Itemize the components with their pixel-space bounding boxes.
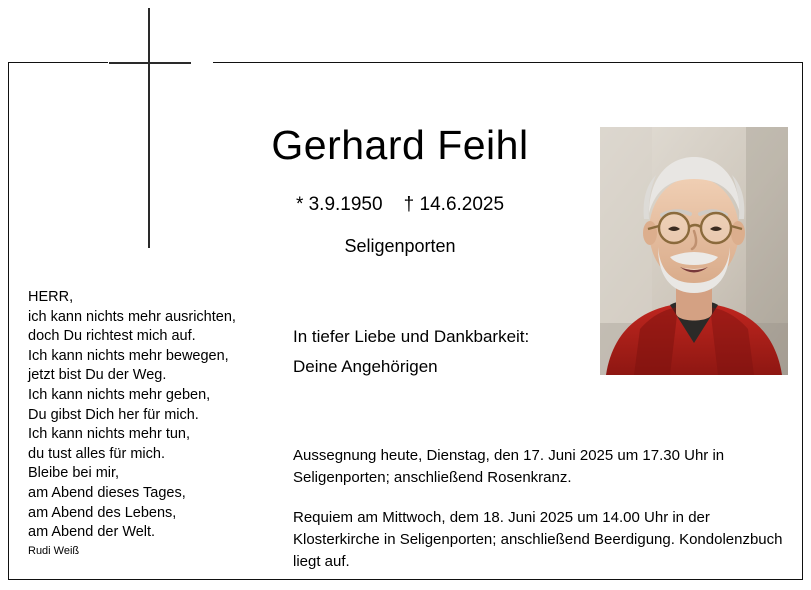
deceased-name: Gerhard Feihl xyxy=(271,122,529,168)
poem-line: am Abend dieses Tages, xyxy=(28,484,186,501)
poem-line: am Abend des Lebens, xyxy=(28,504,177,521)
frame-border-right xyxy=(802,62,803,580)
gratitude-line-2: Deine Angehörigen xyxy=(293,357,438,376)
cross-icon-vertical-bar xyxy=(148,8,150,248)
poem-line: Ich kann nichts mehr geben, xyxy=(28,386,211,403)
place-name: Seligenporten xyxy=(344,236,456,256)
poem-line: doch Du richtest mich auf. xyxy=(28,328,196,345)
poem-line: Bleibe bei mir, xyxy=(28,465,120,482)
birth-death-dates: * 3.9.1950 † 14.6.2025 xyxy=(295,194,505,215)
poem-line: Ich kann nichts mehr tun, xyxy=(28,426,190,443)
service-details xyxy=(293,445,788,573)
poem-text xyxy=(28,288,278,543)
poem-line: jetzt bist Du der Weg. xyxy=(28,367,167,384)
cross-icon-horizontal-bar xyxy=(109,62,191,64)
service-paragraph-requiem: Requiem am Mittwoch, dem 18. Juni 2025 um 14.00 Uhr in der Klosterkirche in Seligenporten; anschließend Beerdigung. Kondolenzbuch liegt auf. xyxy=(293,509,783,570)
frame-border-top-right xyxy=(213,62,803,63)
poem-line: Du gibst Dich her für mich. xyxy=(28,406,199,423)
poem-author: Rudi Weiß xyxy=(28,545,80,557)
frame-border-bottom xyxy=(8,579,803,580)
poem-line: ich kann nichts mehr ausrichten, xyxy=(28,308,236,325)
poem-line: Ich kann nichts mehr bewegen, xyxy=(28,347,229,364)
gratitude-line-1: In tiefer Liebe und Dankbarkeit: xyxy=(293,327,530,346)
frame-border-top-left xyxy=(8,62,108,63)
frame-border-left xyxy=(8,62,9,580)
poem-line: HERR, xyxy=(28,289,74,305)
poem-line: am Abend der Welt. xyxy=(28,524,156,541)
service-paragraph-aussegnung: Aussegnung heute, Dienstag, den 17. Juni 2025 um 17.30 Uhr in Seligenporten; anschließend Rosenkranz. xyxy=(293,447,725,486)
gratitude-block xyxy=(293,322,713,382)
poem-line: du tust alles für mich. xyxy=(28,445,165,462)
